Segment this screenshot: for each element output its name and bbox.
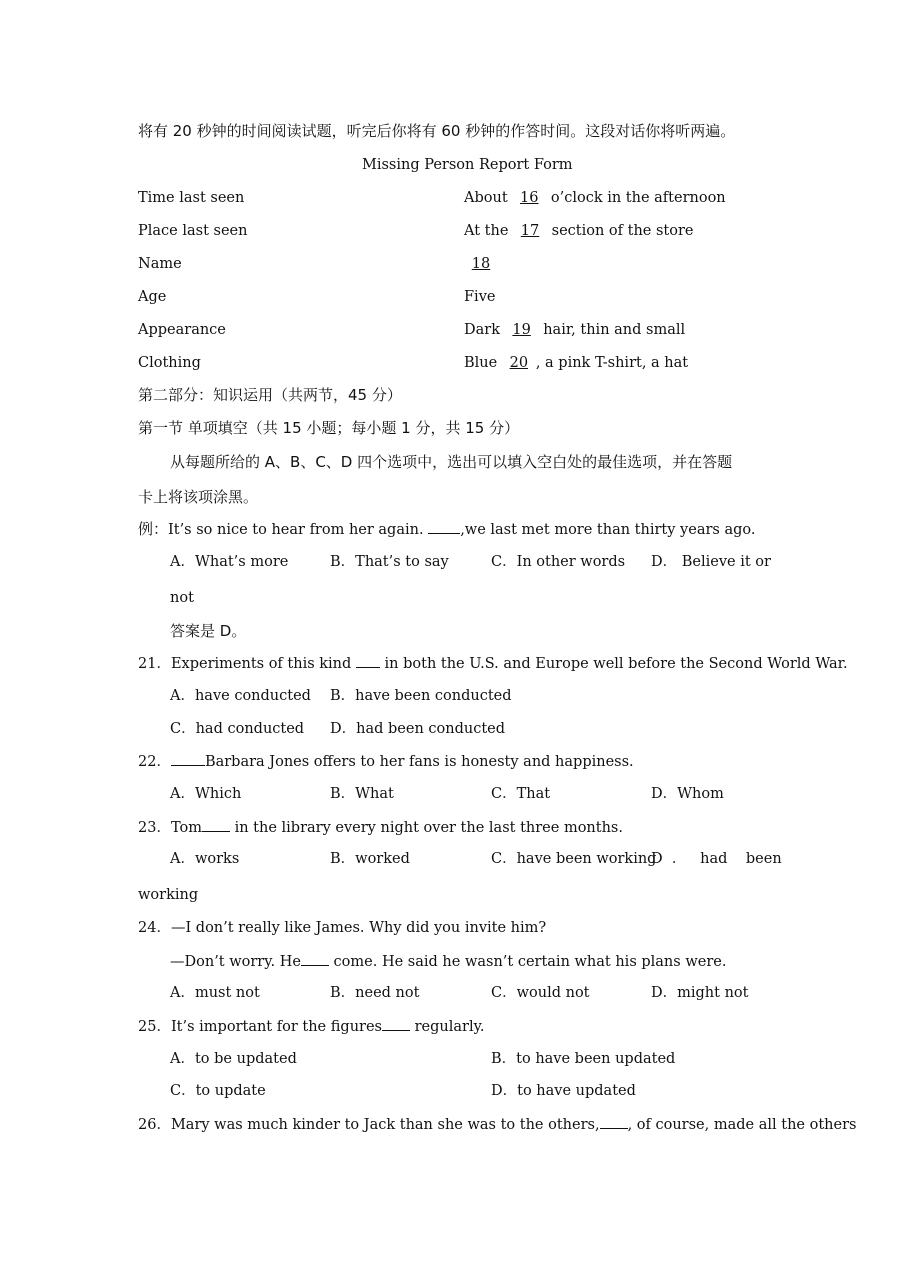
question-25-option-a: A．to be updated bbox=[170, 1051, 297, 1067]
question-25-option-c: C．to update bbox=[170, 1083, 266, 1099]
form-label-place: Place last seen bbox=[138, 223, 248, 239]
form-label-appearance: Appearance bbox=[138, 322, 226, 338]
question-22-blank bbox=[171, 751, 205, 766]
example-blank bbox=[428, 519, 460, 534]
form-value-name bbox=[464, 254, 498, 274]
blank-16: 16 bbox=[520, 190, 539, 206]
question-24-option-c: C．would not bbox=[491, 985, 590, 1001]
instructions-line2: 卡上将该项涂黑。 bbox=[138, 488, 259, 506]
question-22-option-b: B．What bbox=[330, 786, 394, 802]
question-25-option-d: D．to have updated bbox=[491, 1083, 636, 1099]
question-26-stem: 26．Mary was much kinder to Jack than she was to the others, , of course, made all the others bbox=[138, 1114, 856, 1135]
question-24-option-b: B．need not bbox=[330, 985, 420, 1001]
blank-19: 19 bbox=[512, 322, 531, 338]
question-23-stem: 23．Tom in the library every night over the last three months. bbox=[138, 817, 623, 838]
form-label-clothing: Clothing bbox=[138, 355, 201, 371]
form-label-age: Age bbox=[138, 289, 167, 305]
instructions-line1: 从每题所给的 A、B、C、D 四个选项中，选出可以填入空白处的最佳选项，并在答题 bbox=[170, 453, 733, 471]
question-22-option-a: A．Which bbox=[170, 786, 242, 802]
form-value-appearance: Dark 19 hair, thin and small bbox=[464, 322, 686, 338]
question-23-option-a: A．works bbox=[170, 851, 240, 867]
example-stem: 例：It’s so nice to hear from her again. ,we last met more than thirty years ago. bbox=[138, 520, 756, 538]
form-value-clothing: Blue 20 , a pink T-shirt, a hat bbox=[464, 355, 689, 371]
example-option-b: B．That’s to say bbox=[330, 554, 449, 570]
question-24-line1: 24．—I don’t really like James. Why did you invite him? bbox=[138, 920, 547, 936]
question-24-line2: —Don’t worry. He come. He said he wasn’t certain what his plans were. bbox=[170, 951, 726, 972]
form-label-time: Time last seen bbox=[138, 190, 245, 206]
question-21-stem: 21．Experiments of this kind in both the U.S. and Europe well before the Second World War. bbox=[138, 653, 848, 674]
listening-instruction: 将有 20 秒钟的时间阅读试题，听完后你将有 60 秒钟的作答时间。这段对话你将听两遍。 bbox=[138, 122, 736, 140]
question-21-option-a: A．have conducted bbox=[170, 688, 311, 704]
question-26-blank bbox=[600, 1114, 628, 1129]
form-value-time: About 16 o’clock in the afternoon bbox=[464, 190, 726, 206]
question-23-option-d-wrap: working bbox=[138, 887, 199, 903]
blank-17: 17 bbox=[520, 223, 540, 239]
question-25-option-b: B．to have been updated bbox=[491, 1051, 676, 1067]
example-option-c: C．In other words bbox=[491, 554, 626, 570]
form-label-name: Name bbox=[138, 256, 182, 272]
question-21-option-c: C．had conducted bbox=[170, 721, 305, 737]
question-23-option-c: C．have been working bbox=[491, 851, 657, 867]
form-value-place: At the 17 section of the store bbox=[464, 223, 694, 239]
question-22-option-c: C．That bbox=[491, 786, 551, 802]
question-21-blank bbox=[356, 653, 380, 668]
question-24-option-a: A．must not bbox=[170, 985, 260, 1001]
blank-18: 18 bbox=[471, 256, 491, 272]
question-23-option-d: D ． had been bbox=[651, 851, 782, 867]
question-23-blank bbox=[202, 817, 230, 832]
question-24-blank bbox=[301, 951, 329, 966]
question-25-stem: 25．It’s important for the figures regularly. bbox=[138, 1016, 484, 1037]
question-22-stem: 22． Barbara Jones offers to her fans is honesty and happiness. bbox=[138, 751, 634, 772]
example-answer: 答案是 D。 bbox=[170, 622, 247, 640]
example-option-d: D． Believe it or bbox=[651, 554, 771, 570]
question-25-blank bbox=[382, 1016, 410, 1031]
form-title: Missing Person Report Form bbox=[362, 157, 573, 173]
question-23-option-b: B．worked bbox=[330, 851, 410, 867]
section1-heading: 第一节 单项填空（共 15 小题；每小题 1 分，共 15 分） bbox=[138, 419, 520, 437]
question-24-option-d: D．might not bbox=[651, 985, 749, 1001]
example-option-d-wrap: not bbox=[170, 590, 194, 606]
question-21-option-b: B．have been conducted bbox=[330, 688, 512, 704]
question-21-option-d: D．had been conducted bbox=[330, 721, 506, 737]
blank-20: 20 bbox=[509, 355, 529, 371]
example-option-a: A．What’s more bbox=[170, 554, 289, 570]
form-value-age: Five bbox=[464, 289, 496, 305]
part2-heading: 第二部分：知识运用（共两节，45 分） bbox=[138, 386, 402, 404]
question-22-option-d: D．Whom bbox=[651, 786, 724, 802]
